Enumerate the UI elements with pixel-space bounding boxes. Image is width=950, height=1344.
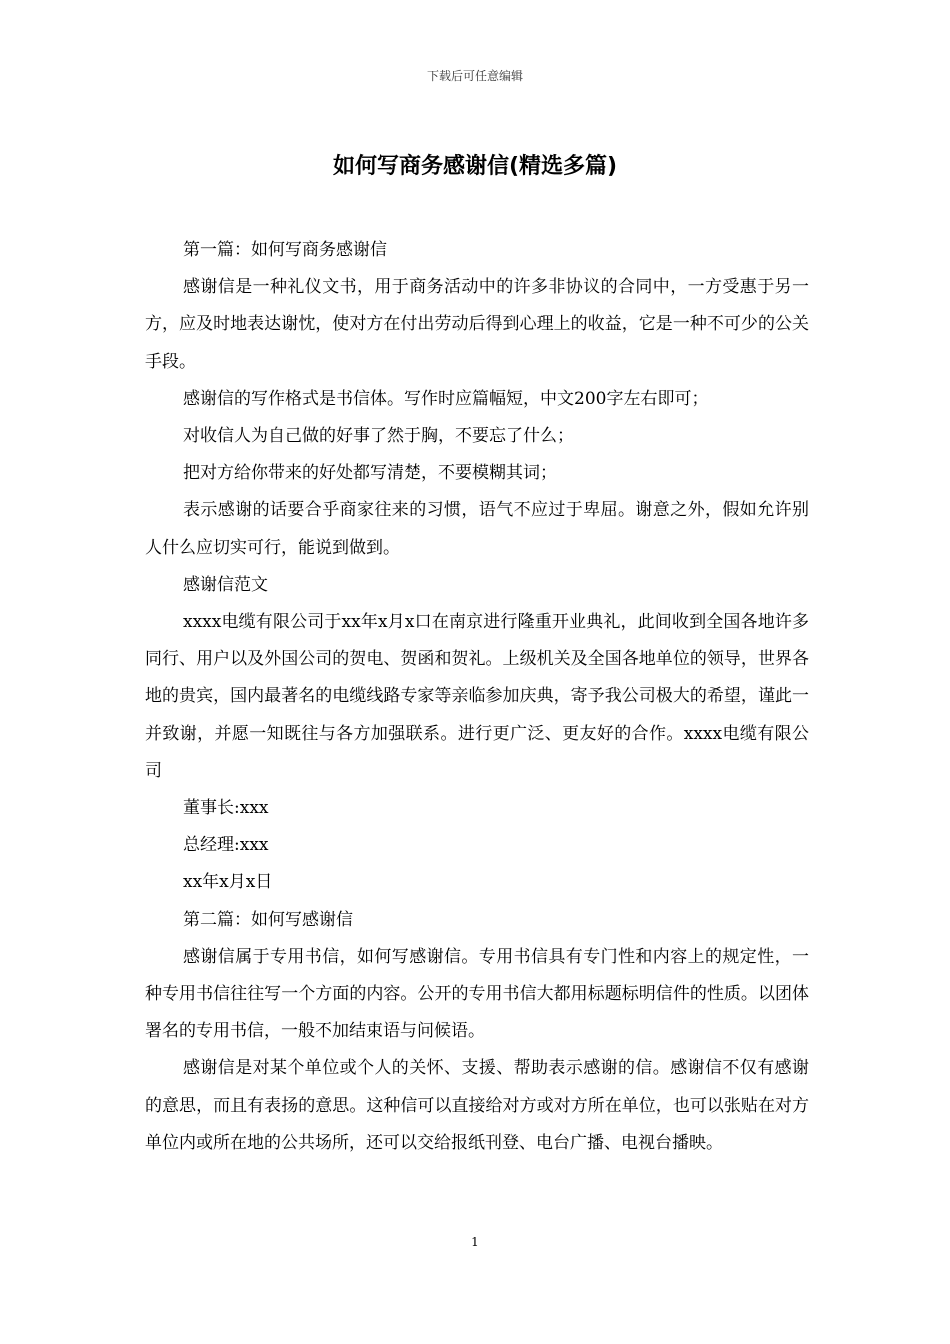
paragraph: 感谢信是一种礼仪文书，用于商务活动中的许多非协议的合同中，一方受惠于另一方，应及时地表达谢忱，使对方在付出劳动后得到心理上的收益，它是一种不可少的公关手段。 [145,277,809,372]
paragraph: 感谢信属于专用书信，如何写感谢信。专用书信具有专门性和内容上的规定性，一种专用书信往往写一个方面的内容。公开的专用书信大都用标题标明信件的性质。以团体署名的专用书信，一般不加结束语与问候语。 [145,946,809,1042]
letter-date: xx年x月x日 [183,872,273,893]
paragraph: 把对方给你带来的好处都写清楚，不要模糊其词； [183,463,557,484]
sample-letter-heading: 感谢信范文 [183,574,268,595]
header-note: 下载后可任意编辑 [426,69,523,83]
paragraph: 对收信人为自己做的好事了然于胸，不要忘了什么； [183,426,574,447]
document-body [145,232,809,1162]
section-heading-2: 第二篇：如何写感谢信 [183,909,353,930]
signature-chairman: 董事长:xxx [183,798,269,819]
page-number: 1 [471,1235,479,1249]
document-title: 如何写商务感谢信(精选多篇) [332,154,618,179]
paragraph: 表示感谢的话要合乎商家往来的习惯，语气不应过于卑屈。谢意之外，假如允许别人什么应切实可行，能说到做到。 [145,500,809,558]
paragraph: 感谢信的写作格式是书信体。写作时应篇幅短，中文200字左右即可； [183,388,709,409]
section-heading-1: 第一篇：如何写商务感谢信 [183,240,387,260]
sample-letter-body: xxxx电缆有限公司于xx年x月x口在南京进行隆重开业典礼，此间收到全国各地许多同行、用户以及外国公司的贺电、贺函和贺礼。上级机关及全国各地单位的领导，世界各地的贵宾，国内最著名的电缆线路专家等亲临参加庆典，寄予我公司极大的希望，谨此一并致谢，并愿一知既往与各方加强联系。进行更广泛、更友好的合作。xxxx电缆有限公司 [145,612,809,781]
paragraph: 感谢信是对某个单位或个人的关怀、支援、帮助表示感谢的信。感谢信不仅有感谢的意思，而且有表扬的意思。这种信可以直接给对方或对方所在单位，也可以张贴在对方单位内或所在地的公共场所，还可以交给报纸刊登、电台广播、电视台播映。 [145,1058,809,1153]
signature-general-manager: 总经理:xxx [183,835,269,856]
